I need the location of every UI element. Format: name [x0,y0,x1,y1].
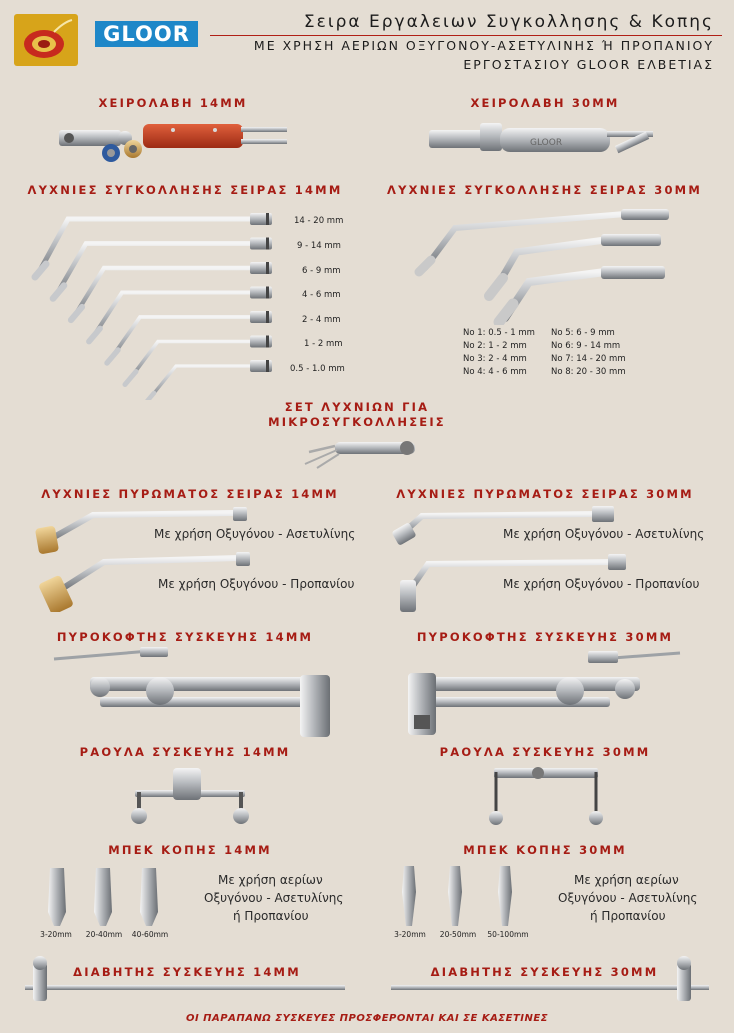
heat14-propane-label: Με χρήση Οξυγόνου - Προπανίου [158,577,355,591]
nozzle30-desc-2: Οξυγόνου - Ασετυλίνης [558,891,698,905]
nozzle-30-small [402,866,416,926]
weld14-size-3: 6 - 9 mm [302,266,341,276]
section-title-heat-14: ΛΥΧΝΙΕΣ ΠΥΡΩΜΑΤΟΣ ΣΕΙΡΑΣ 14ΜΜ [41,487,339,501]
weld14-torch-5 [107,311,272,363]
section-title-cutter-30: ΠΥΡΟΚΟΦΤΗΣ ΣΥΣΚΕΥΗΣ 30ΜΜ [416,630,674,644]
cutter-14-image [50,645,350,745]
weld14-size-2: 9 - 14 mm [297,241,341,251]
section-title-heat-30: ΛΥΧΝΙΕΣ ΠΥΡΩΜΑΤΟΣ ΣΕΙΡΑΣ 30ΜΜ [396,487,694,501]
nozzle14-label-1: 3-20mm [40,930,72,939]
section-title-cutter-14: ΠΥΡΟΚΟΦΤΗΣ ΣΥΣΚΕΥΗΣ 14ΜΜ [56,630,314,644]
micro-torch-set-image [295,432,425,472]
nozzle14-desc-2: Οξυγόνου - Ασετυλίνης [204,891,344,905]
nozzle30-label-2: 20-50mm [439,930,477,939]
nozzle30-desc-3: ή Προπανίου [590,909,666,923]
weld30-no5: No 5: 6 - 9 mm [551,328,615,338]
weld14-torch-4 [89,287,272,342]
footer-note: ΟΙ ΠΑΡΑΠΑΝΩ ΣΥΣΚΕΥΕΣ ΠΡΟΣΦΕΡΟΝΤΑΙ ΚΑΙ ΣΕ ΚΑΣΕΤΙΝΕΣ [185,1013,549,1024]
section-title-compass-14: ΔΙΑΒΗΤΗΣ ΣΥΣΚΕΥΗΣ 14ΜΜ [73,965,301,979]
svg-text:GLOOR: GLOOR [530,138,563,148]
heat14-acetylene-label: Με χρήση Οξυγόνου - Ασετυλίνης [154,527,356,541]
section-title-weld-30: ΛΥΧΝΙΕΣ ΣΥΓΚΟΛΛΗΣΗΣ ΣΕΙΡΑΣ 30ΜΜ [387,183,702,197]
nozzle-30-set [390,862,530,932]
weld30-no8: No 8: 20 - 30 mm [551,367,626,377]
weld14-torch-6 [125,336,272,385]
section-title-weld-14: ΛΥΧΝΙΕΣ ΣΥΓΚΟΛΛΗΣΗΣ ΣΕΙΡΑΣ 14ΜΜ [27,183,343,197]
flame-ring-icon [14,14,78,66]
nozzle14-label-2: 20-40mm [85,930,123,939]
nozzle14-label-3: 40-60mm [131,930,169,939]
section-title-micro-2: ΜΙΚΡΟΣΥΓΚΟΛΛΗΣΕΙΣ [268,415,446,429]
logo-emblem [14,14,78,66]
nozzle30-label-3: 50-100mm [487,930,529,939]
weld14-size-7: 0.5 - 1.0 mm [290,364,345,374]
handle-14-image [55,115,295,170]
page-title: Σειρα Εργαλειων Συγκολλησης & Κοπης [303,12,714,32]
weld30-sizes-col1 [463,327,535,379]
weld14-size-4: 4 - 6 mm [302,290,341,300]
section-title-guide-14: ΡΑΟΥΛΑ ΣΥΣΚΕΥΗΣ 14ΜΜ [79,745,291,759]
weld30-no7: No 7: 14 - 20 mm [551,354,626,364]
section-title-nozzle-30: ΜΠΕΚ ΚΟΠΗΣ 30ΜΜ [463,843,627,857]
cutter-30-image [400,645,690,745]
nozzle-30-medium [448,866,462,926]
weld14-torch-7 [143,360,272,400]
heat30-acetylene-label: Με χρήση Οξυγόνου - Ασετυλίνης [503,527,705,541]
weld14-size-6: 1 - 2 mm [304,339,343,349]
page-subtitle-origin: ΕΡΓΟΣΤΑΣΙΟΥ GLOOR ΕΛΒΕΤΙΑΣ [463,57,714,72]
section-title-handle-14: ΧΕΙΡΟΛΑΒΗ 14ΜΜ [98,96,248,110]
weld14-size-5: 2 - 4 mm [302,315,341,325]
header-rule [210,35,722,36]
weld14-size-1: 14 - 20 mm [294,216,344,226]
guide-30-image [480,762,610,832]
weld30-sizes-col2 [551,327,626,379]
compass-30-image [385,955,715,1005]
brand-logo: GLOOR [95,21,198,47]
weld30-no3: No 3: 2 - 4 mm [463,354,527,364]
guide-14-image [125,762,255,827]
section-title-nozzle-14: ΜΠΕΚ ΚΟΠΗΣ 14ΜΜ [108,843,272,857]
nozzle30-desc-1: Με χρήση αερίων [574,873,679,887]
nozzle-30-large [498,866,512,926]
section-title-guide-30: ΡΑΟΥΛΑ ΣΥΣΚΕΥΗΣ 30ΜΜ [439,745,651,759]
heat30-propane-label: Με χρήση Οξυγόνου - Προπανίου [503,577,700,591]
page-subtitle: ΜΕ ΧΡΗΣΗ ΑΕΡΙΩΝ ΟΞΥΓΟΝΟΥ-ΑΣΕΤΥΛΙΝΗΣ Ή ΠΡΟΠΑΝΙΟΥ [253,38,714,53]
heat-torch-30-acetylene [388,502,628,548]
compass-14-image [15,955,355,1005]
nozzle-14-small [48,868,66,926]
weld30-no4: No 4: 4 - 6 mm [463,367,527,377]
section-title-compass-30: ΔΙΑΒΗΤΗΣ ΣΥΣΚΕΥΗΣ 30ΜΜ [430,965,659,979]
nozzle-14-set [40,862,180,932]
weld-torch-30-set [405,200,685,325]
section-title-handle-30: ΧΕΙΡΟΛΑΒΗ 30ΜΜ [470,96,620,110]
weld30-no2: No 2: 1 - 2 mm [463,341,527,351]
weld30-no1: No 1: 0.5 - 1 mm [463,328,535,338]
handle-30-image [425,118,665,173]
nozzle-14-medium [94,868,112,926]
weld-torch-14-set [28,205,278,400]
nozzle14-desc-3: ή Προπανίου [233,909,309,923]
nozzle-14-large [140,868,158,926]
section-title-micro-1: ΣΕΤ ΛΥΧΝΙΩΝ ΓΙΑ [284,400,430,414]
nozzle14-desc-1: Με χρήση αερίων [218,873,323,887]
nozzle30-label-1: 3-20mm [394,930,426,939]
weld30-no6: No 6: 9 - 14 mm [551,341,621,351]
